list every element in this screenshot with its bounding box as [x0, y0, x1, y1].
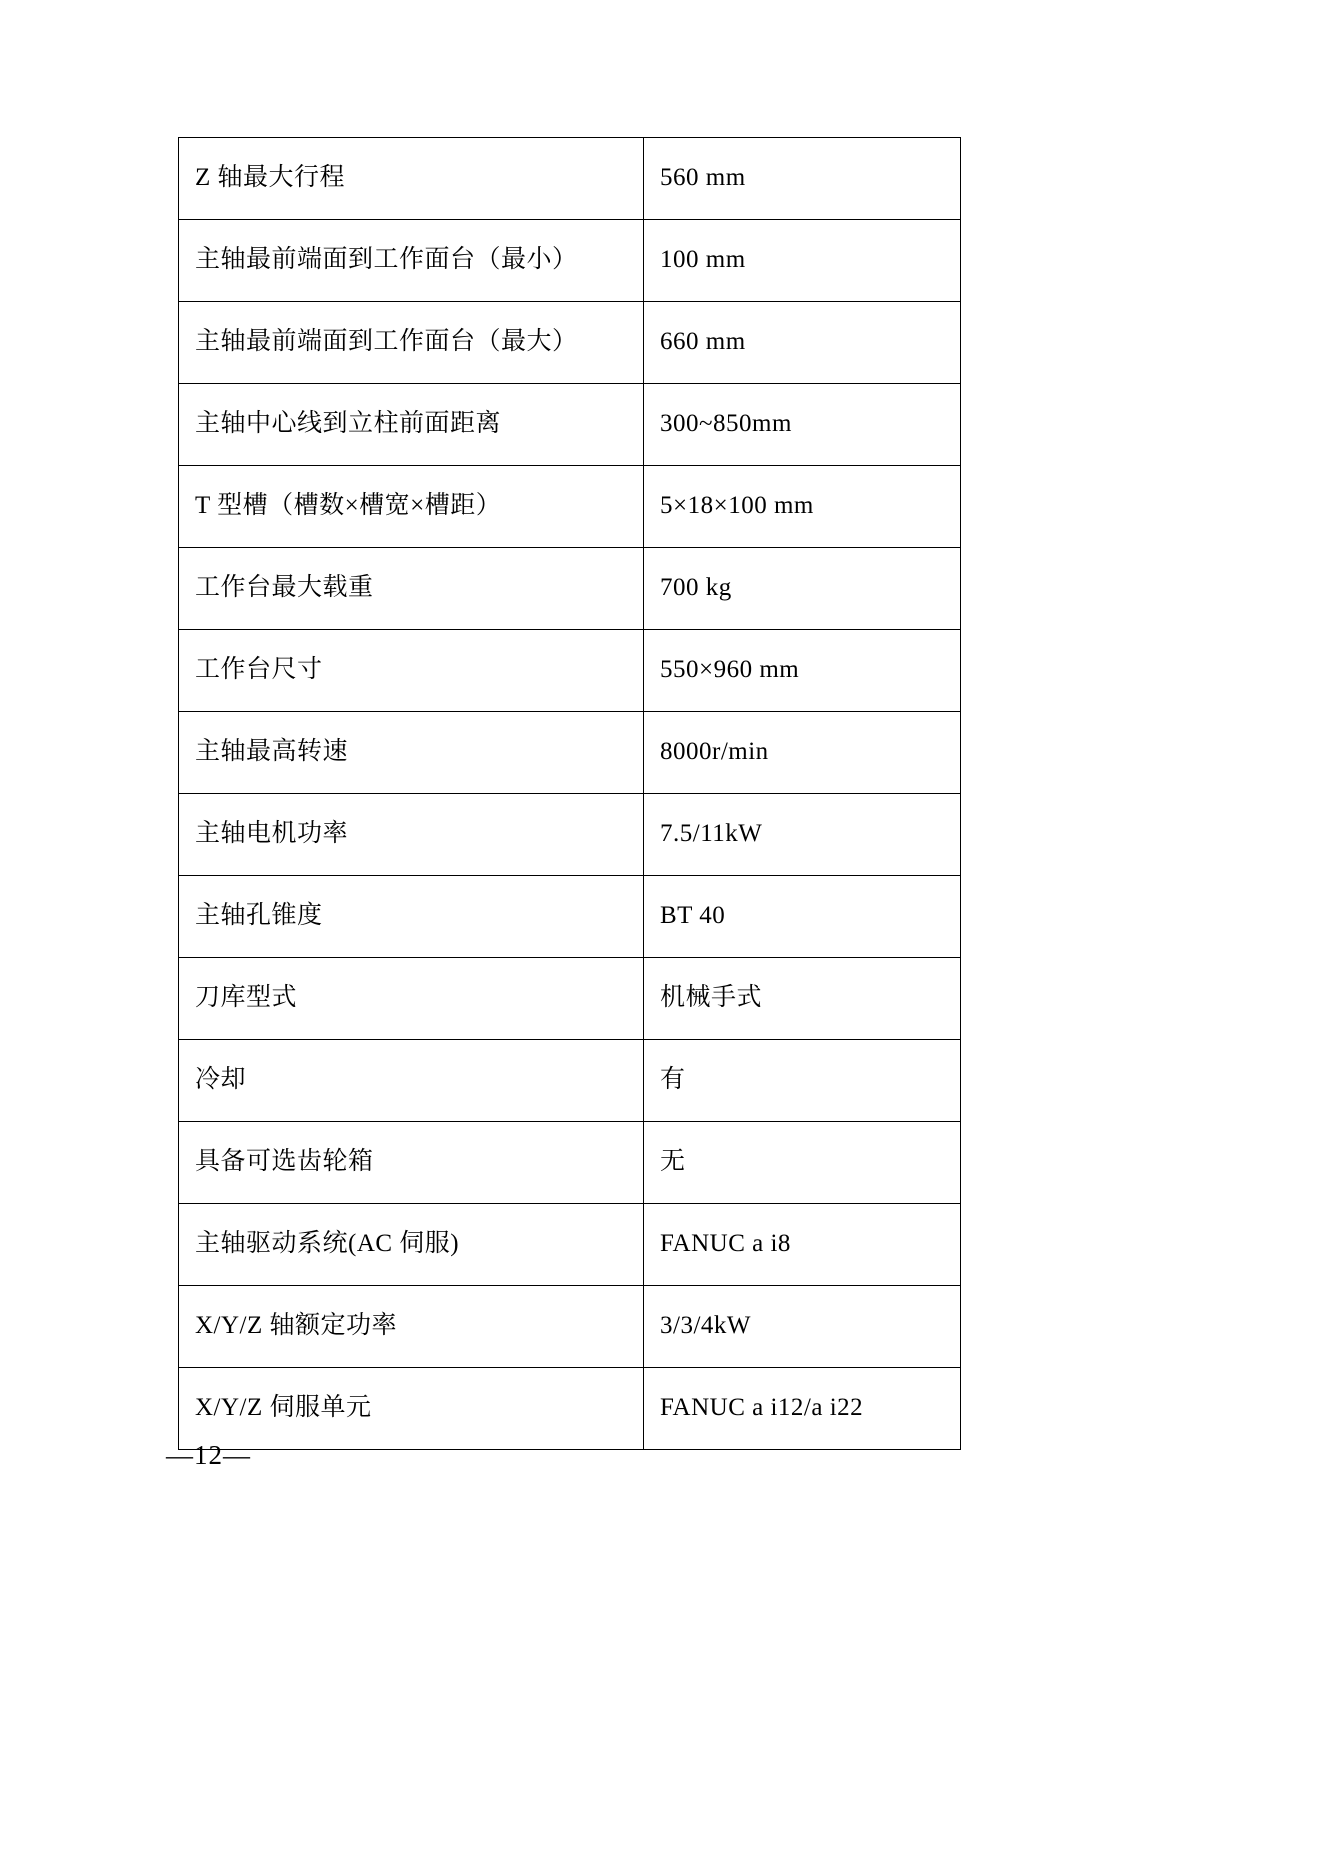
table-row: [179, 1204, 961, 1286]
value-cell: 3/3/4kW: [644, 1286, 961, 1368]
table-row: [179, 1368, 961, 1450]
page-number: —12—: [166, 1440, 251, 1470]
value-cell: 100 mm: [644, 220, 961, 302]
parameter-cell: 冷却: [179, 1040, 644, 1122]
value-cell: 5×18×100 mm: [644, 466, 961, 548]
table-row: [179, 1122, 961, 1204]
value-cell: FANUC a i12/a i22: [644, 1368, 961, 1450]
parameter-cell: 工作台尺寸: [179, 630, 644, 712]
machine-specification-table: [178, 137, 961, 1450]
value-cell: 无: [644, 1122, 961, 1204]
table-row: [179, 548, 961, 630]
value-cell: BT 40: [644, 876, 961, 958]
table-row: [179, 466, 961, 548]
parameter-cell: T 型槽（槽数×槽宽×槽距）: [179, 466, 644, 548]
table-body: [179, 138, 961, 1450]
parameter-cell: 工作台最大载重: [179, 548, 644, 630]
value-cell: 机械手式: [644, 958, 961, 1040]
parameter-cell: 刀库型式: [179, 958, 644, 1040]
parameter-cell: 主轴孔锥度: [179, 876, 644, 958]
table-row: [179, 384, 961, 466]
table-row: [179, 876, 961, 958]
table-row: [179, 712, 961, 794]
parameter-cell: 主轴驱动系统(AC 伺服): [179, 1204, 644, 1286]
table-row: [179, 220, 961, 302]
parameter-cell: 主轴最前端面到工作面台（最小）: [179, 220, 644, 302]
parameter-cell: 主轴最高转速: [179, 712, 644, 794]
parameter-cell: X/Y/Z 伺服单元: [179, 1368, 644, 1450]
value-cell: 660 mm: [644, 302, 961, 384]
value-cell: 7.5/11kW: [644, 794, 961, 876]
table-row: [179, 958, 961, 1040]
value-cell: 8000r/min: [644, 712, 961, 794]
table-row: [179, 302, 961, 384]
value-cell: 560 mm: [644, 138, 961, 220]
parameter-cell: X/Y/Z 轴额定功率: [179, 1286, 644, 1368]
value-cell: 有: [644, 1040, 961, 1122]
table-row: [179, 1040, 961, 1122]
table-row: [179, 794, 961, 876]
value-cell: 300~850mm: [644, 384, 961, 466]
table-row: [179, 630, 961, 712]
parameter-cell: 主轴最前端面到工作面台（最大）: [179, 302, 644, 384]
parameter-cell: 具备可选齿轮箱: [179, 1122, 644, 1204]
table-row: [179, 138, 961, 220]
value-cell: 550×960 mm: [644, 630, 961, 712]
value-cell: FANUC a i8: [644, 1204, 961, 1286]
parameter-cell: 主轴电机功率: [179, 794, 644, 876]
parameter-cell: 主轴中心线到立柱前面距离: [179, 384, 644, 466]
parameter-cell: Z 轴最大行程: [179, 138, 644, 220]
value-cell: 700 kg: [644, 548, 961, 630]
table-row: [179, 1286, 961, 1368]
